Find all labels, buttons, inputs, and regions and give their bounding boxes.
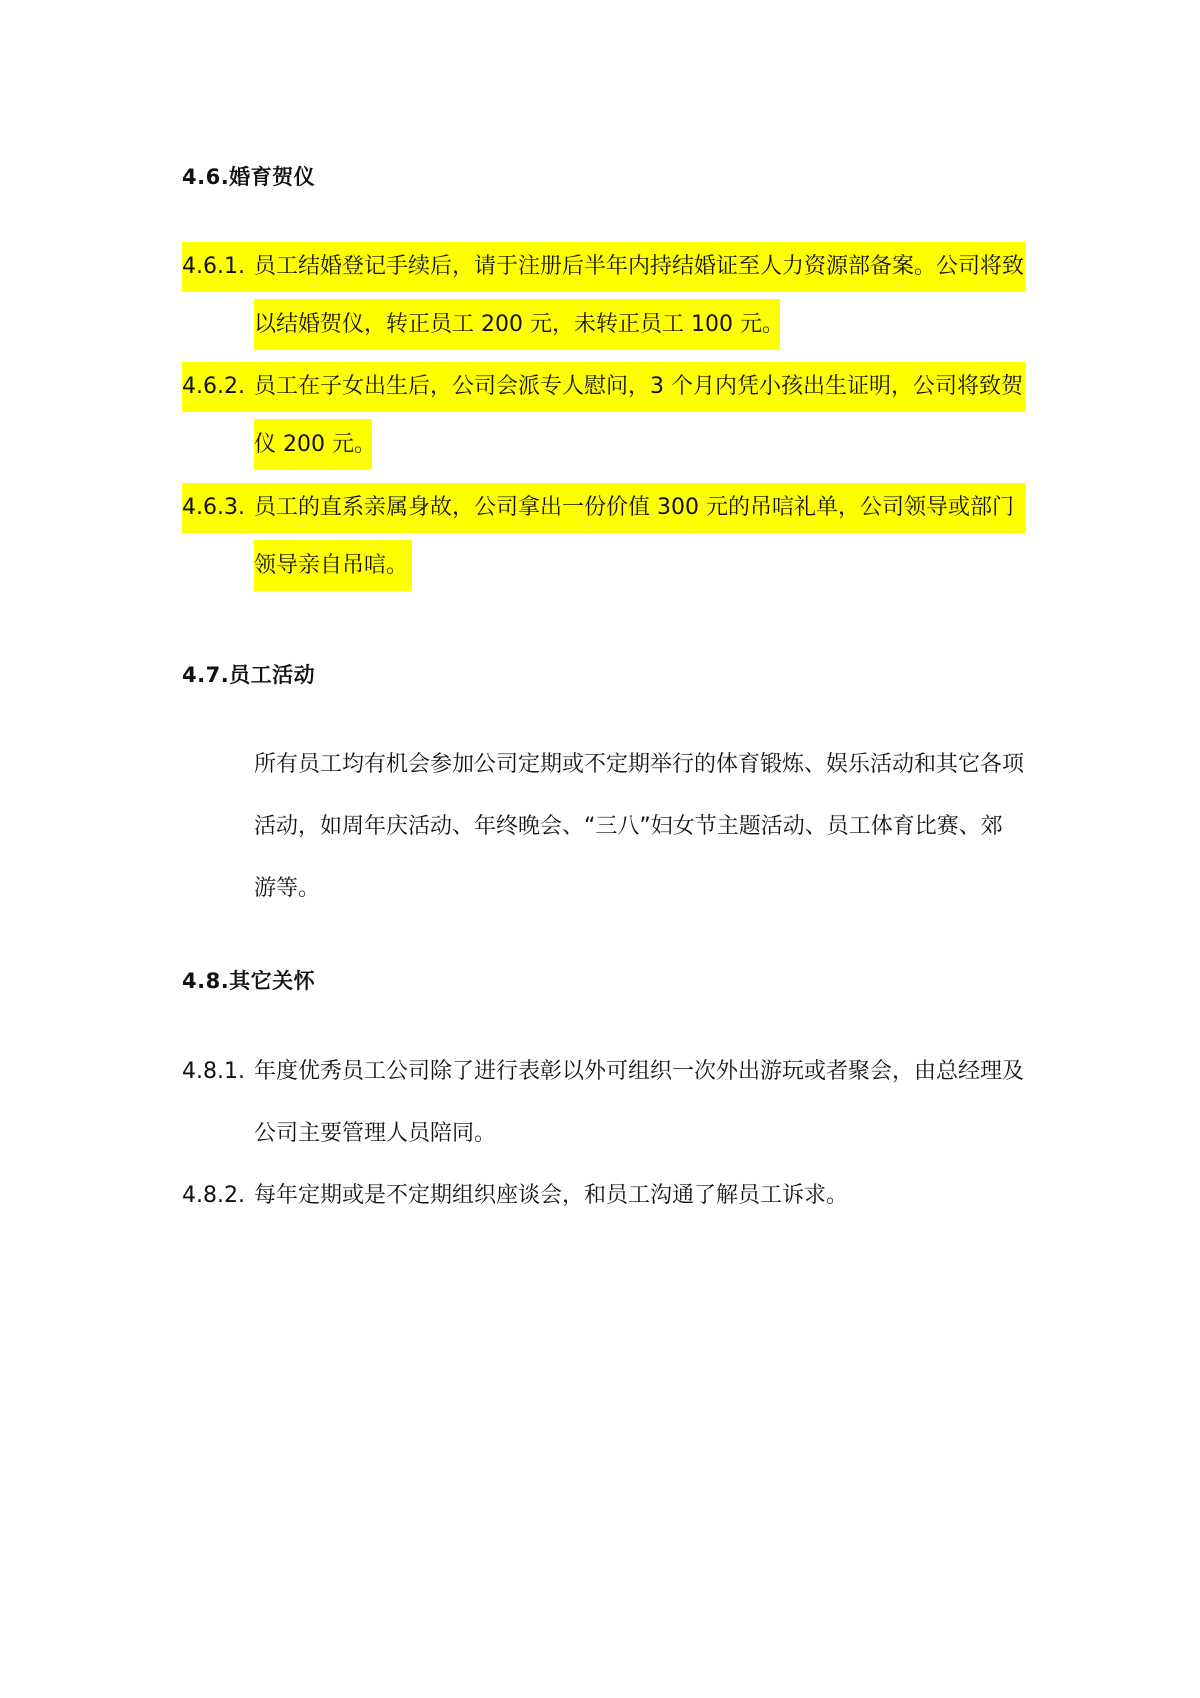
- section-heading-4-7: 4.7.员工活动: [182, 663, 316, 687]
- item-4-6-3-line-1: 员工的直系亲属身故，公司拿出一份价值 300 元的吊唁礼单，公司领导或部门: [254, 495, 1014, 520]
- item-number-4-6-2: 4.6.2.: [182, 374, 245, 399]
- paragraph-4-7-line-1: 所有员工均有机会参加公司定期或不定期举行的体育锻炼、娱乐活动和其它各项: [254, 752, 1025, 777]
- item-number-4-8-1: 4.8.1.: [182, 1059, 245, 1084]
- item-4-6-2-line-1: 员工在子女出生后，公司会派专人慰问，3 个月内凭小孩出生证明，公司将致贺: [254, 374, 1023, 399]
- item-4-6-3-line-2: 领导亲自吊唁。: [254, 553, 409, 578]
- item-number-4-6-3: 4.6.3.: [182, 495, 245, 520]
- item-number-4-6-1: 4.6.1.: [182, 254, 245, 279]
- item-4-6-1-line-2: 以结婚贺仪，转正员工 200 元，未转正员工 100 元。: [254, 312, 784, 337]
- item-4-6-1-line-1: 员工结婚登记手续后，请于注册后半年内持结婚证至人力资源部备案。公司将致: [254, 254, 1025, 279]
- item-4-8-2-line-1: 每年定期或是不定期组织座谈会，和员工沟通了解员工诉求。: [254, 1183, 849, 1208]
- item-4-6-2-line-2: 仪 200 元。: [254, 432, 376, 457]
- item-4-8-1-line-2: 公司主要管理人员陪同。: [254, 1121, 497, 1146]
- section-heading-4-8: 4.8.其它关怀: [182, 969, 316, 993]
- paragraph-4-7-line-2: 活动，如周年庆活动、年终晚会、“三八”妇女节主题活动、员工体育比赛、郊: [254, 814, 1003, 839]
- paragraph-4-7-line-3: 游等。: [254, 876, 321, 901]
- item-number-4-8-2: 4.8.2.: [182, 1183, 245, 1208]
- item-4-8-1-line-1: 年度优秀员工公司除了进行表彰以外可组织一次外出游玩或者聚会，由总经理及: [254, 1059, 1025, 1084]
- section-heading-4-6: 4.6.婚育贺仪: [182, 165, 316, 189]
